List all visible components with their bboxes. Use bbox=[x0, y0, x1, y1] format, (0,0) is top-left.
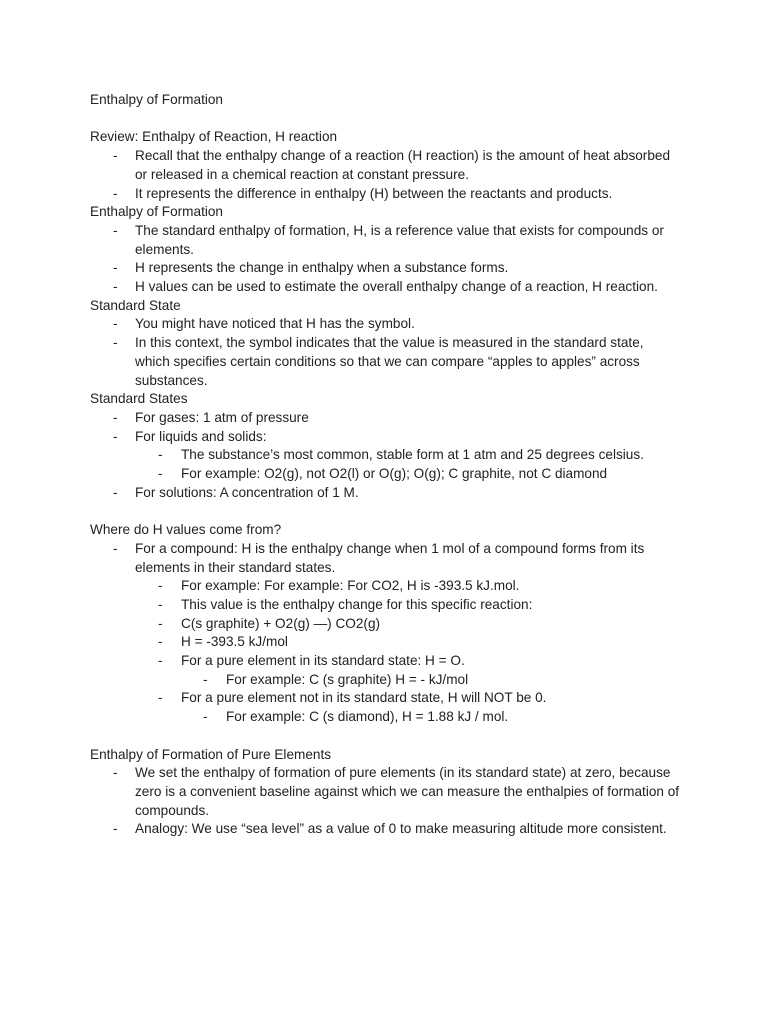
list-item bbox=[90, 315, 690, 334]
list-item bbox=[90, 764, 680, 820]
section-heading: Enthalpy of Formation of Pure Elements bbox=[90, 746, 332, 762]
list-item bbox=[90, 540, 680, 577]
list-item bbox=[90, 484, 690, 503]
section-heading: Where do H values come from? bbox=[90, 522, 282, 538]
spacer bbox=[90, 727, 690, 746]
dash-marker: - bbox=[113, 185, 118, 201]
list-item-text: For example: C (s diamond), H = 1.88 kJ / mol. bbox=[226, 709, 509, 725]
list-item bbox=[90, 820, 690, 839]
list-item-text: For liquids and solids: bbox=[135, 428, 267, 444]
dash-marker: - bbox=[158, 690, 163, 706]
list-item bbox=[90, 577, 690, 596]
section-heading: Enthalpy of Formation bbox=[90, 204, 223, 220]
list-item bbox=[90, 334, 680, 390]
spacer bbox=[90, 110, 690, 129]
list-item bbox=[90, 596, 690, 615]
dash-marker: - bbox=[158, 615, 163, 631]
dash-marker: - bbox=[113, 148, 118, 164]
dash-marker: - bbox=[113, 484, 118, 500]
dash-marker: - bbox=[203, 709, 208, 725]
dash-marker: - bbox=[113, 279, 118, 295]
list-item bbox=[90, 708, 690, 727]
list-item bbox=[90, 615, 690, 634]
list-item-text: You might have noticed that H has the symbol. bbox=[135, 316, 415, 332]
list-item-text: H values can be used to estimate the overall enthalpy change of a reaction, H reaction. bbox=[135, 279, 658, 295]
list-item bbox=[90, 446, 690, 465]
list-item bbox=[90, 409, 690, 428]
list-item bbox=[90, 428, 690, 447]
dash-marker: - bbox=[113, 821, 118, 837]
list-item-text: The standard enthalpy of formation, H, is a reference value that exists for compounds or elements. bbox=[135, 222, 664, 257]
list-item-text: The substance’s most common, stable form at 1 atm and 25 degrees celsius. bbox=[181, 447, 644, 463]
list-item-text: For solutions: A concentration of 1 M. bbox=[135, 484, 359, 500]
list-item bbox=[90, 147, 680, 184]
dash-marker: - bbox=[113, 540, 118, 556]
list-item-text: For example: For example: For CO2, H is -393.5 kJ.mol. bbox=[181, 578, 520, 594]
dash-marker: - bbox=[113, 428, 118, 444]
dash-marker: - bbox=[113, 335, 118, 351]
list-item bbox=[90, 689, 690, 708]
dash-marker: - bbox=[158, 466, 163, 482]
document-body bbox=[90, 91, 690, 839]
section-heading: Review: Enthalpy of Reaction, H reaction bbox=[90, 129, 338, 145]
list-item bbox=[90, 185, 690, 204]
list-item bbox=[90, 465, 690, 484]
list-item-text: H represents the change in enthalpy when a substance forms. bbox=[135, 260, 509, 276]
dash-marker: - bbox=[158, 578, 163, 594]
list-item-text: This value is the enthalpy change for this specific reaction: bbox=[181, 596, 533, 612]
dash-marker: - bbox=[158, 653, 163, 669]
list-item-text: H = -393.5 kJ/mol bbox=[181, 634, 288, 650]
list-item-text: Analogy: We use “sea level” as a value of 0 to make measuring altitude more consistent. bbox=[135, 821, 667, 837]
list-item-text: For a pure element not in its standard state, H will NOT be 0. bbox=[181, 690, 547, 706]
list-item-text: For example: O2(g), not O2(l) or O(g); O(g); C graphite, not C diamond bbox=[181, 466, 608, 482]
list-item-text: We set the enthalpy of formation of pure elements (in its standard state) at zero, because zero is a convenient baseline against which we can measure the enthalpies of formation of compounds. bbox=[135, 765, 680, 818]
list-item bbox=[90, 652, 690, 671]
section-heading: Standard State bbox=[90, 297, 181, 313]
dash-marker: - bbox=[113, 765, 118, 781]
dash-marker: - bbox=[158, 447, 163, 463]
list-item-text: In this context, the symbol indicates that the value is measured in the standard state, which specifies certain conditions so that we can compare “apples to apples” across substances. bbox=[135, 335, 644, 388]
dash-marker: - bbox=[113, 222, 118, 238]
list-item-text: For example: C (s graphite) H = - kJ/mol bbox=[226, 671, 469, 687]
list-item-text: C(s graphite) + O2(g) —) CO2(g) bbox=[181, 615, 381, 631]
list-item bbox=[90, 671, 690, 690]
spacer bbox=[90, 502, 690, 521]
list-item-text: For a compound: H is the enthalpy change when 1 mol of a compound forms from its elements in their standard states. bbox=[135, 540, 645, 575]
list-item bbox=[90, 633, 690, 652]
list-item bbox=[90, 222, 680, 259]
dash-marker: - bbox=[203, 671, 208, 687]
dash-marker: - bbox=[113, 409, 118, 425]
list-item bbox=[90, 259, 690, 278]
list-item-text: It represents the difference in enthalpy (H) between the reactants and products. bbox=[135, 185, 613, 201]
list-item-text: For gases: 1 atm of pressure bbox=[135, 409, 309, 425]
doc-title: Enthalpy of Formation bbox=[90, 92, 223, 107]
dash-marker: - bbox=[113, 260, 118, 276]
list-item-text: For a pure element in its standard state: H = O. bbox=[181, 653, 465, 669]
dash-marker: - bbox=[158, 596, 163, 612]
dash-marker: - bbox=[113, 316, 118, 332]
list-item-text: Recall that the enthalpy change of a reaction (H reaction) is the amount of heat absorbed or released in a chemical reaction at constant pressure. bbox=[135, 148, 671, 182]
dash-marker: - bbox=[158, 634, 163, 650]
section-heading: Standard States bbox=[90, 391, 188, 407]
list-item bbox=[90, 278, 690, 297]
